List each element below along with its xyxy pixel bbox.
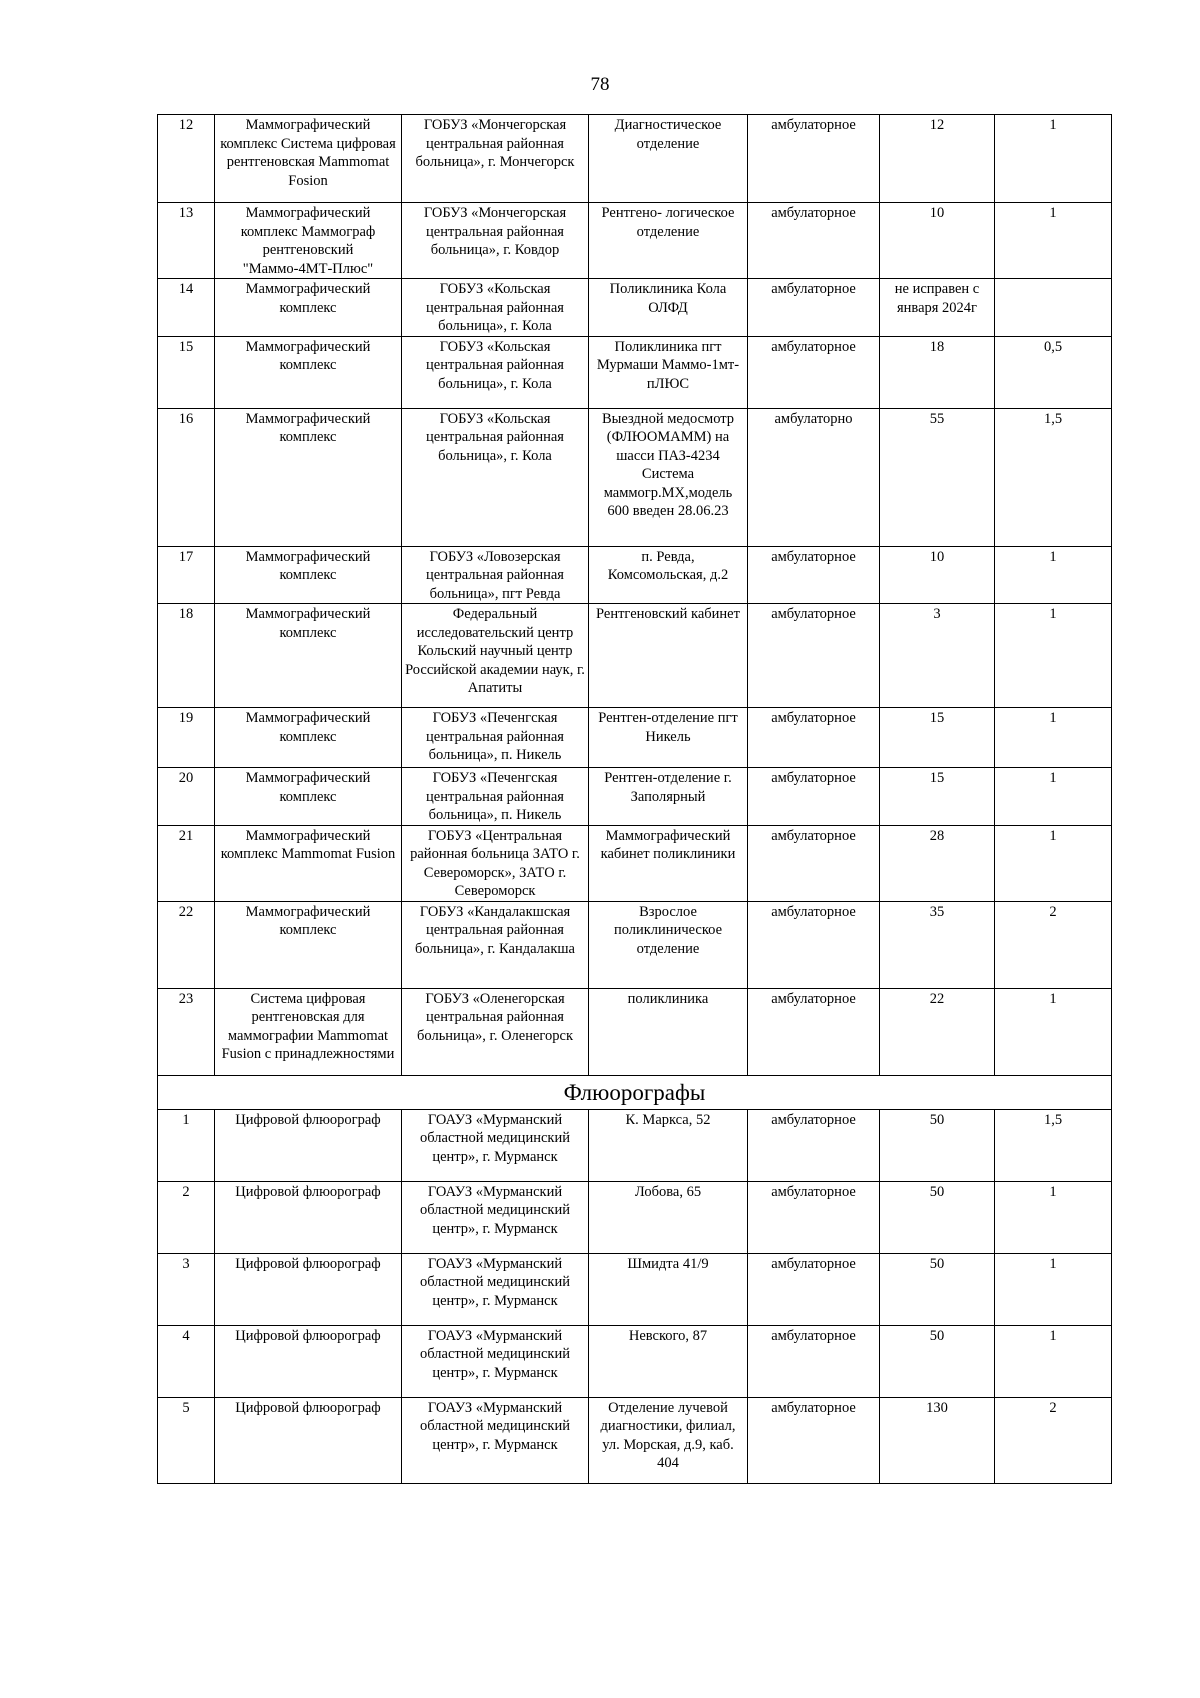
organization: ГОБУЗ «Печенгская центральная районная больница», п. Никель <box>402 768 589 826</box>
department: Невского, 87 <box>589 1325 748 1397</box>
equipment-name: Маммографический комплекс <box>215 604 402 708</box>
workload: 50 <box>880 1109 995 1181</box>
department: п. Ревда, Комсомольская, д.2 <box>589 546 748 604</box>
service-type: амбулаторное <box>748 825 880 901</box>
department: Лобова, 65 <box>589 1181 748 1253</box>
department: Взрослое поликлиническое отделение <box>589 901 748 988</box>
row-number: 15 <box>158 336 215 408</box>
equipment-name: Маммографический комплекс Система цифровая рентгеновская Mammomat Fosion <box>215 115 402 203</box>
organization: ГОАУЗ «Мурманский областной медицинский центр», г. Мурманск <box>402 1181 589 1253</box>
equipment-name: Маммографический комплекс <box>215 336 402 408</box>
service-type: амбулаторное <box>748 708 880 768</box>
row-number: 5 <box>158 1397 215 1483</box>
organization: ГОБУЗ «Оленегорская центральная районная больница», г. Оленегорск <box>402 988 589 1075</box>
row-number: 4 <box>158 1325 215 1397</box>
organization: ГОБУЗ «Печенгская центральная районная больница», п. Никель <box>402 708 589 768</box>
table-row <box>158 825 1112 901</box>
table-row <box>158 115 1112 203</box>
table-row <box>158 1397 1112 1483</box>
equipment-name: Цифровой флюорограф <box>215 1325 402 1397</box>
department: Рентгеновский кабинет <box>589 604 748 708</box>
department: Рентген-отделение г. Заполярный <box>589 768 748 826</box>
row-number: 14 <box>158 279 215 337</box>
department: Шмидта 41/9 <box>589 1253 748 1325</box>
organization: ГОБУЗ «Ловозерская центральная районная больница», пгт Ревда <box>402 546 589 604</box>
staff-rate: 1 <box>995 825 1112 901</box>
service-type: амбулаторное <box>748 279 880 337</box>
service-type: амбулаторное <box>748 604 880 708</box>
organization: ГОАУЗ «Мурманский областной медицинский центр», г. Мурманск <box>402 1397 589 1483</box>
row-number: 23 <box>158 988 215 1075</box>
section-title: Флюорографы <box>158 1075 1112 1109</box>
organization: ГОБУЗ «Кольская центральная районная больница», г. Кола <box>402 336 589 408</box>
workload: 3 <box>880 604 995 708</box>
staff-rate: 1 <box>995 546 1112 604</box>
staff-rate: 2 <box>995 901 1112 988</box>
table-row <box>158 1253 1112 1325</box>
row-number: 21 <box>158 825 215 901</box>
equipment-name: Цифровой флюорограф <box>215 1109 402 1181</box>
row-number: 16 <box>158 408 215 546</box>
table-row <box>158 768 1112 826</box>
service-type: амбулаторное <box>748 1181 880 1253</box>
row-number: 18 <box>158 604 215 708</box>
service-type: амбулаторное <box>748 1253 880 1325</box>
workload: 50 <box>880 1253 995 1325</box>
row-number: 2 <box>158 1181 215 1253</box>
equipment-table <box>157 114 1112 1484</box>
equipment-name: Маммографический комплекс Mammomat Fusion <box>215 825 402 901</box>
table-row <box>158 408 1112 546</box>
staff-rate: 1 <box>995 115 1112 203</box>
department: Рентген-отделение пгт Никель <box>589 708 748 768</box>
table-row <box>158 988 1112 1075</box>
workload: 35 <box>880 901 995 988</box>
row-number: 20 <box>158 768 215 826</box>
service-type: амбулаторное <box>748 1397 880 1483</box>
service-type: амбулаторное <box>748 336 880 408</box>
row-number: 17 <box>158 546 215 604</box>
organization: ГОАУЗ «Мурманский областной медицинский центр», г. Мурманск <box>402 1325 589 1397</box>
equipment-name: Цифровой флюорограф <box>215 1253 402 1325</box>
row-number: 13 <box>158 203 215 279</box>
service-type: амбулаторное <box>748 988 880 1075</box>
organization: Федеральный исследовательский центр Кольский научный центр Российской академии наук, г. Апатиты <box>402 604 589 708</box>
service-type: амбулаторное <box>748 1325 880 1397</box>
workload: 50 <box>880 1181 995 1253</box>
table-row <box>158 901 1112 988</box>
equipment-name: Маммографический комплекс <box>215 708 402 768</box>
organization: ГОАУЗ «Мурманский областной медицинский центр», г. Мурманск <box>402 1109 589 1181</box>
department: Поликлиника пгт Мурмаши Маммо-1мт-пЛЮС <box>589 336 748 408</box>
department: К. Маркса, 52 <box>589 1109 748 1181</box>
equipment-name: Маммографический комплекс <box>215 768 402 826</box>
row-number: 19 <box>158 708 215 768</box>
row-number: 1 <box>158 1109 215 1181</box>
table-row <box>158 203 1112 279</box>
workload: 10 <box>880 546 995 604</box>
workload: не исправен с января 2024г <box>880 279 995 337</box>
organization: ГОАУЗ «Мурманский областной медицинский центр», г. Мурманск <box>402 1253 589 1325</box>
row-number: 3 <box>158 1253 215 1325</box>
service-type: амбулаторное <box>748 203 880 279</box>
table-row <box>158 1109 1112 1181</box>
section-header-row <box>158 1075 1112 1109</box>
staff-rate: 1,5 <box>995 408 1112 546</box>
mammography-rows <box>158 115 1112 1076</box>
department: Диагностическое отделение <box>589 115 748 203</box>
equipment-name: Маммографический комплекс <box>215 901 402 988</box>
service-type: амбулаторное <box>748 901 880 988</box>
staff-rate: 1 <box>995 203 1112 279</box>
organization: ГОБУЗ «Кольская центральная районная больница», г. Кола <box>402 408 589 546</box>
service-type: амбулаторно <box>748 408 880 546</box>
department: поликлиника <box>589 988 748 1075</box>
staff-rate <box>995 279 1112 337</box>
department: Выездной медосмотр (ФЛЮОМАММ) на шасси ПАЗ-4234 Система маммогр.МХ,модель 600 введен 28.06.23 <box>589 408 748 546</box>
workload: 10 <box>880 203 995 279</box>
workload: 18 <box>880 336 995 408</box>
department: Маммографический кабинет поликлиники <box>589 825 748 901</box>
service-type: амбулаторное <box>748 1109 880 1181</box>
service-type: амбулаторное <box>748 546 880 604</box>
staff-rate: 1 <box>995 768 1112 826</box>
workload: 22 <box>880 988 995 1075</box>
equipment-name: Система цифровая рентгеновская для маммографии Mammomat Fusion с принадлежностями <box>215 988 402 1075</box>
workload: 50 <box>880 1325 995 1397</box>
organization: ГОБУЗ «Центральная районная больница ЗАТО г. Североморск», ЗАТО г. Североморск <box>402 825 589 901</box>
workload: 130 <box>880 1397 995 1483</box>
page-number: 78 <box>590 74 610 95</box>
workload: 15 <box>880 768 995 826</box>
service-type: амбулаторное <box>748 768 880 826</box>
workload: 12 <box>880 115 995 203</box>
staff-rate: 1 <box>995 1253 1112 1325</box>
table-row <box>158 546 1112 604</box>
department: Рентгено- логическое отделение <box>589 203 748 279</box>
table-row <box>158 708 1112 768</box>
table-row <box>158 336 1112 408</box>
equipment-name: Маммографический комплекс <box>215 546 402 604</box>
table-row <box>158 1181 1112 1253</box>
equipment-name: Цифровой флюорограф <box>215 1397 402 1483</box>
fluorography-rows <box>158 1109 1112 1483</box>
staff-rate: 1 <box>995 708 1112 768</box>
row-number: 22 <box>158 901 215 988</box>
staff-rate: 0,5 <box>995 336 1112 408</box>
equipment-name: Маммографический комплекс Маммограф рентгеновский "Маммо-4МТ-Плюс" <box>215 203 402 279</box>
staff-rate: 1,5 <box>995 1109 1112 1181</box>
equipment-name: Цифровой флюорограф <box>215 1181 402 1253</box>
organization: ГОБУЗ «Мончегорская центральная районная больница», г. Мончегорск <box>402 115 589 203</box>
organization: ГОБУЗ «Мончегорская центральная районная больница», г. Ковдор <box>402 203 589 279</box>
organization: ГОБУЗ «Кольская центральная районная больница», г. Кола <box>402 279 589 337</box>
organization: ГОБУЗ «Кандалакшская центральная районная больница», г. Кандалакша <box>402 901 589 988</box>
workload: 55 <box>880 408 995 546</box>
workload: 15 <box>880 708 995 768</box>
table-row <box>158 604 1112 708</box>
service-type: амбулаторное <box>748 115 880 203</box>
department: Отделение лучевой диагностики, филиал, ул. Морская, д.9, каб. 404 <box>589 1397 748 1483</box>
staff-rate: 1 <box>995 1325 1112 1397</box>
staff-rate: 1 <box>995 988 1112 1075</box>
staff-rate: 1 <box>995 604 1112 708</box>
department: Поликлиника Кола ОЛФД <box>589 279 748 337</box>
staff-rate: 1 <box>995 1181 1112 1253</box>
staff-rate: 2 <box>995 1397 1112 1483</box>
workload: 28 <box>880 825 995 901</box>
table-row <box>158 279 1112 337</box>
equipment-name: Маммографический комплекс <box>215 279 402 337</box>
table-row <box>158 1325 1112 1397</box>
equipment-name: Маммографический комплекс <box>215 408 402 546</box>
row-number: 12 <box>158 115 215 203</box>
